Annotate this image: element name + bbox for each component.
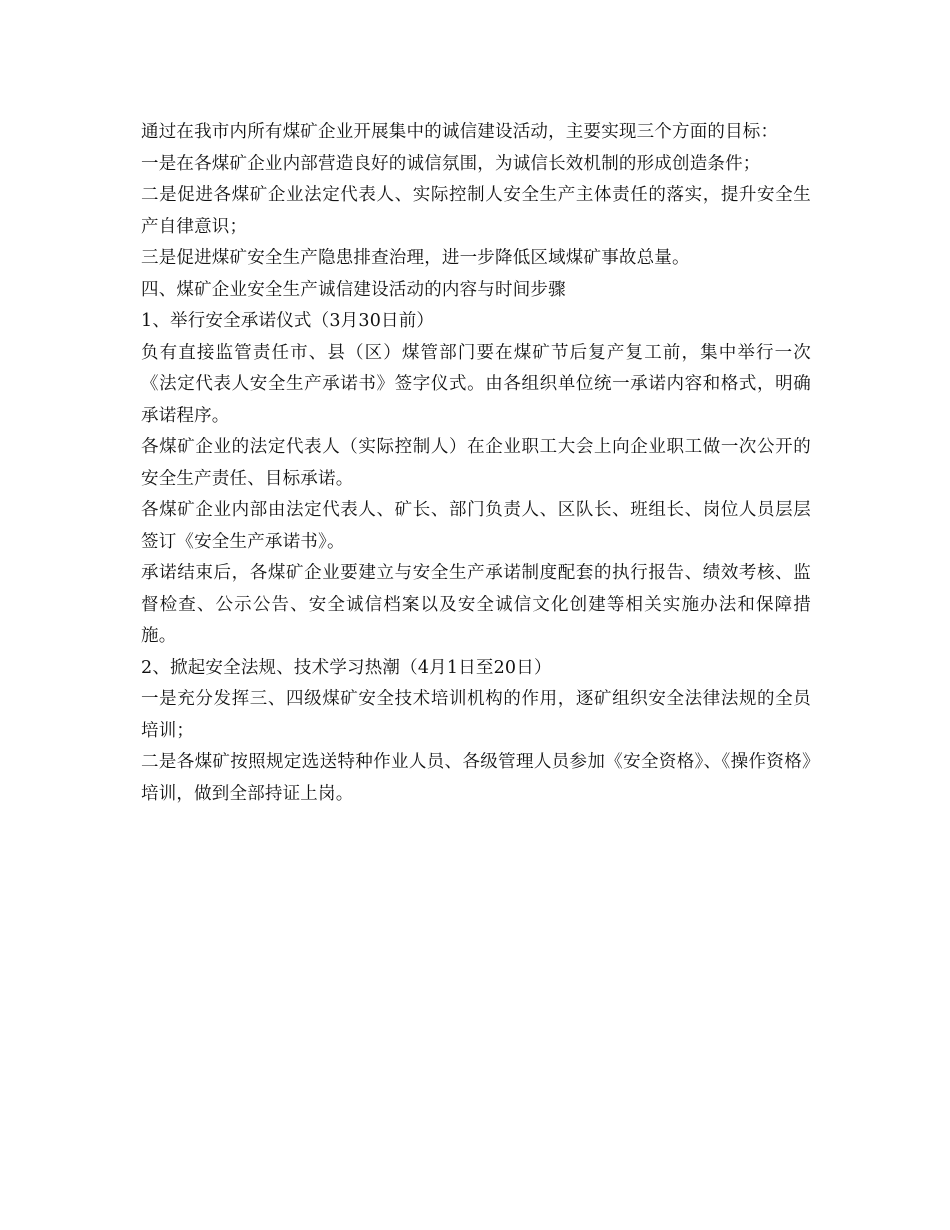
subheading-one: 1、举行安全承诺仪式（3月30日前）	[141, 311, 435, 331]
paragraph-goals-intro: 通过在我市内所有煤矿企业开展集中的诚信建设活动，主要实现三个方面的目标：	[141, 122, 779, 142]
section-heading-four: 四、煤矿企业安全生产诚信建设活动的内容与时间步骤	[141, 279, 566, 300]
document-body	[141, 117, 811, 810]
paragraph-after-commitment: 承诺结束后，各煤矿企业要建立与安全生产承诺制度配套的执行报告、绩效考核、监督检查、公示公告、安全诚信档案以及安全诚信文化创建等相关实施办法和保障措施。	[141, 563, 811, 646]
paragraph-training-one: 一是充分发挥三、四级煤矿安全技术培训机构的作用，逐矿组织安全法律法规的全员培训；	[141, 689, 811, 741]
paragraph-goal-two: 二是促进各煤矿企业法定代表人、实际控制人安全生产主体责任的落实，提升安全生产自律意识；	[141, 185, 811, 237]
paragraph-public-commitment: 各煤矿企业的法定代表人（实际控制人）在企业职工大会上向企业职工做一次公开的安全生产责任、目标承诺。	[141, 437, 811, 489]
subheading-two: 2、掀起安全法规、技术学习热潮（4月1日至20日）	[141, 657, 552, 678]
paragraph-goal-three: 三是促进煤矿安全生产隐患排查治理，进一步降低区域煤矿事故总量。	[141, 248, 690, 268]
paragraph-goal-one: 一是在各煤矿企业内部营造良好的诚信氛围，为诚信长效机制的形成创造条件；	[141, 153, 761, 174]
paragraph-training-two: 二是各煤矿按照规定选送特种作业人员、各级管理人员参加《安全资格》、《操作资格》培训，做到全部持证上岗。	[141, 752, 811, 804]
paragraph-signing-ceremony: 负有直接监管责任市、县（区）煤管部门要在煤矿节后复产复工前，集中举行一次《法定代表人安全生产承诺书》签字仪式。由各组织单位统一承诺内容和格式，明确承诺程序。	[141, 342, 811, 426]
paragraph-internal-signing: 各煤矿企业内部由法定代表人、矿长、部门负责人、区队长、班组长、岗位人员层层签订《安全生产承诺书》。	[141, 500, 811, 552]
